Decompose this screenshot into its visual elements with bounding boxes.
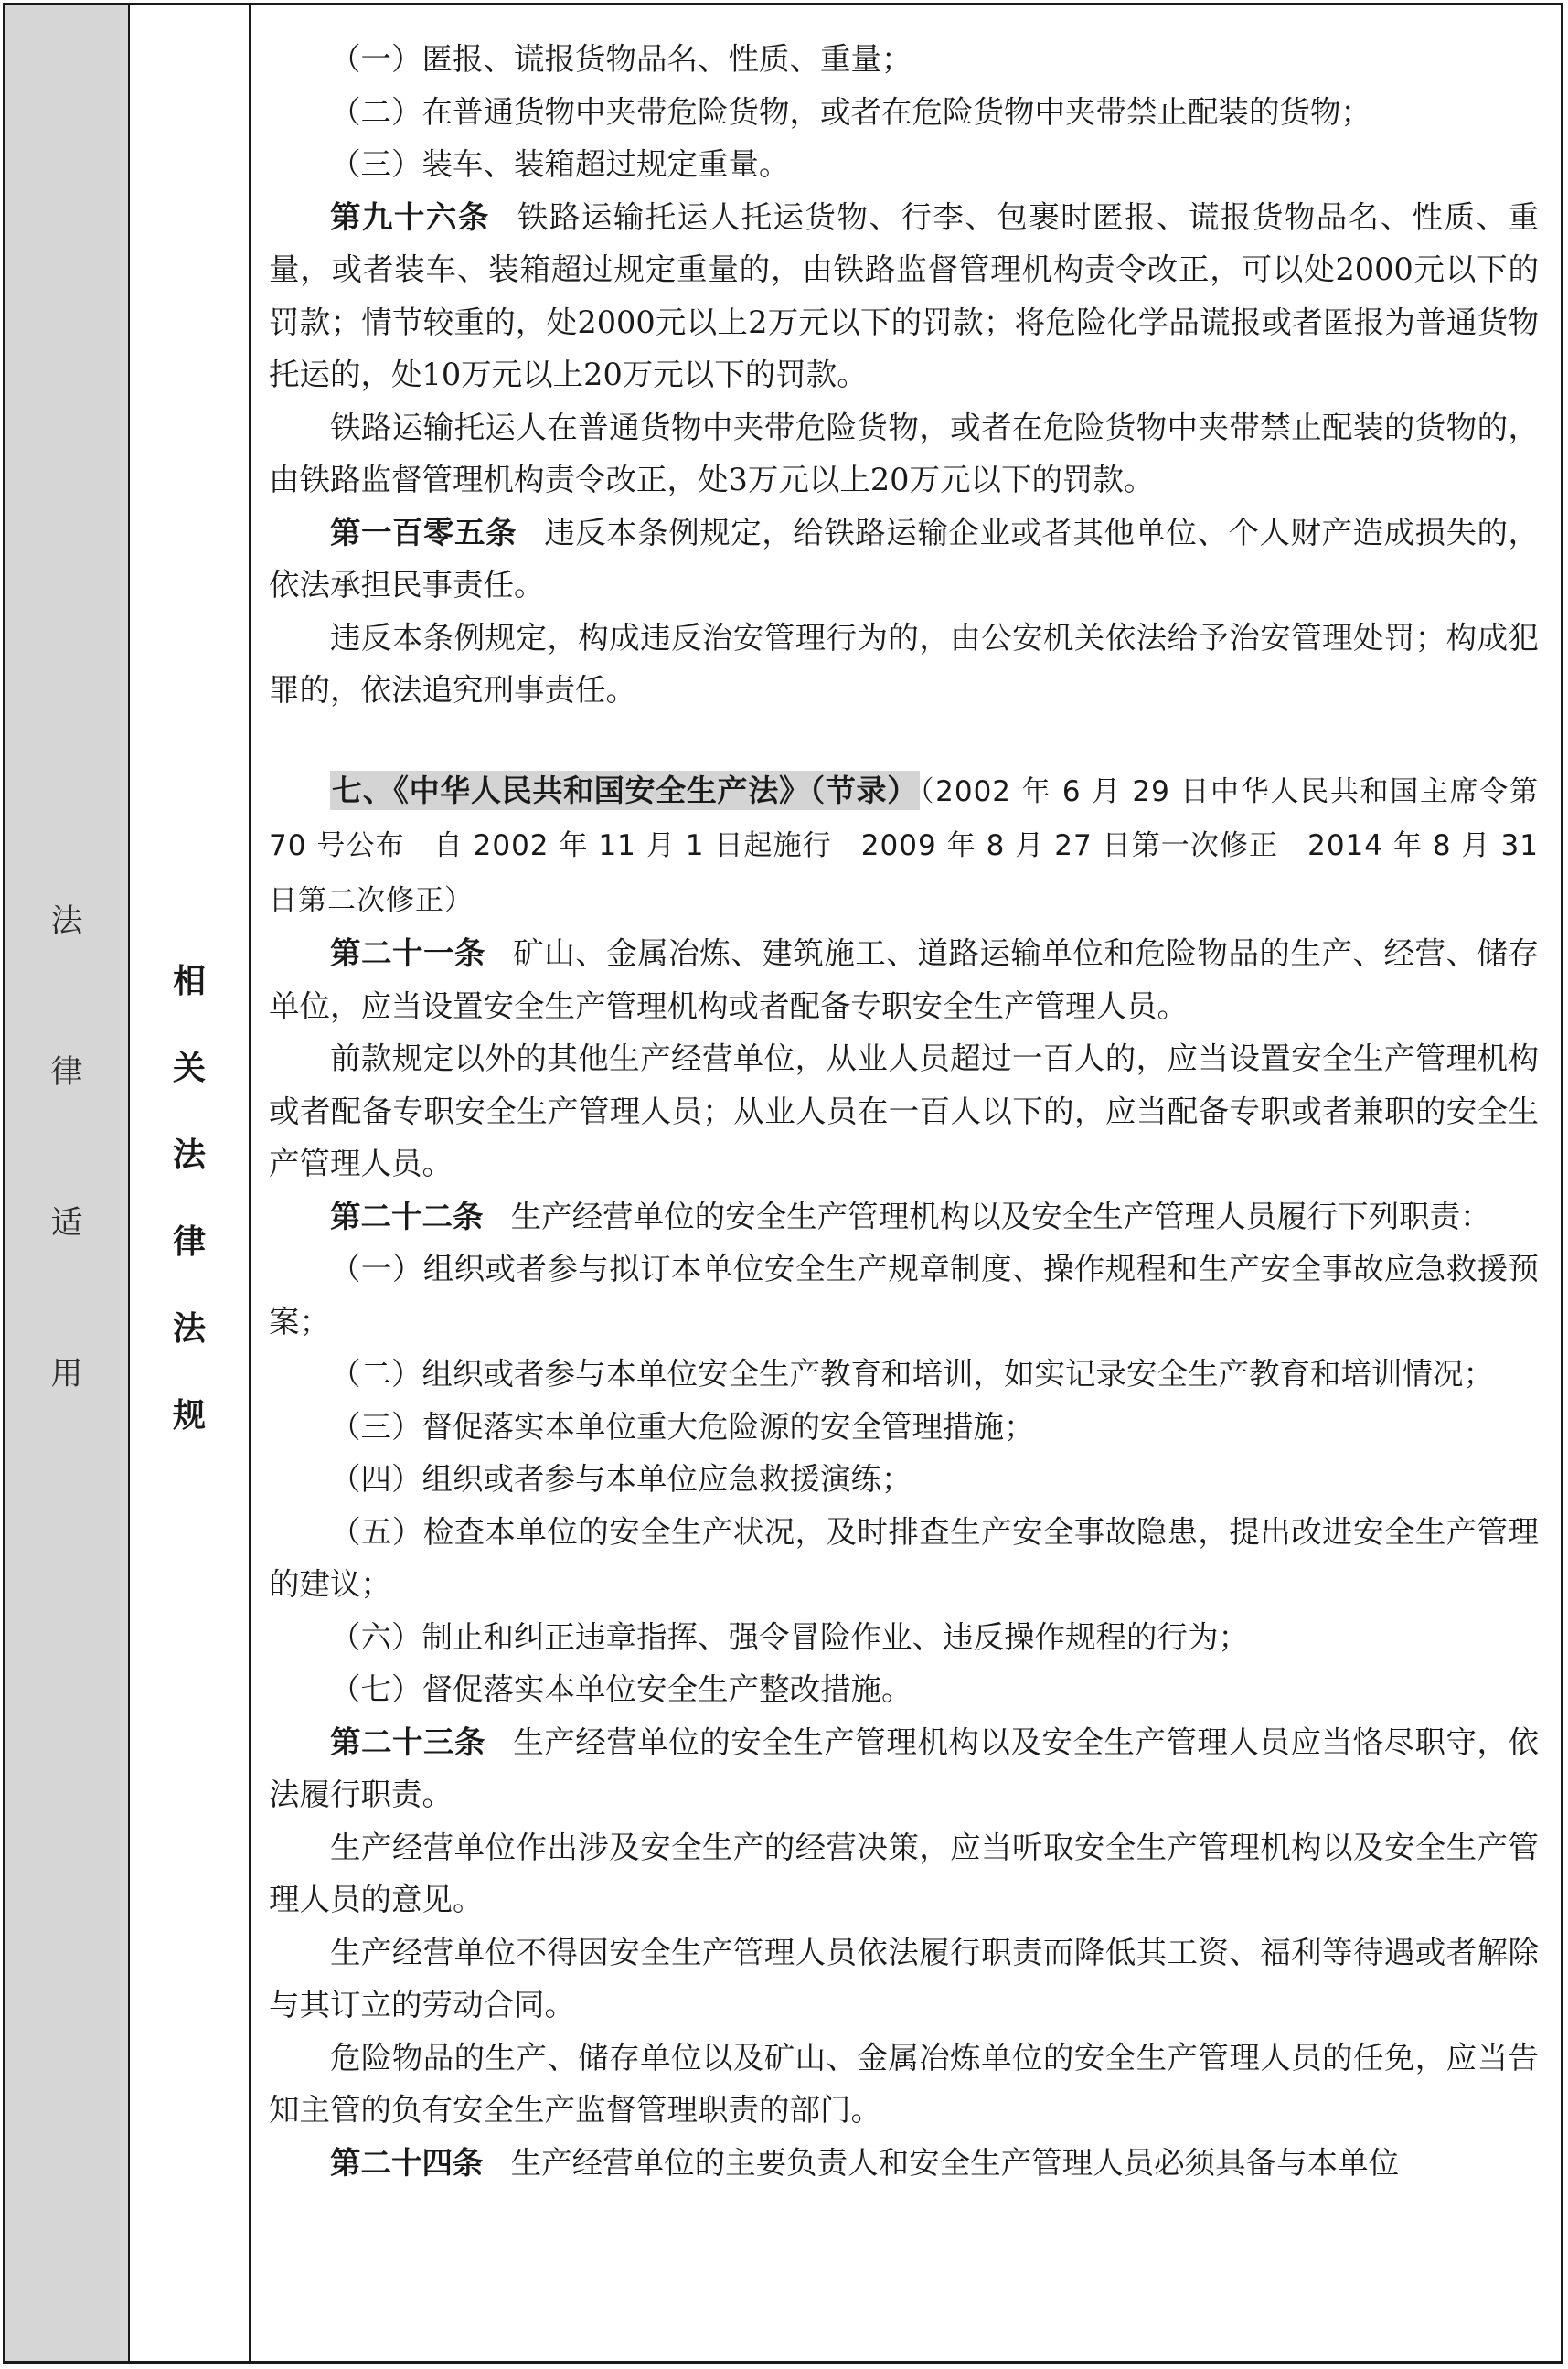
article-22 (269, 1190, 1539, 1243)
paragraph: （二）在普通货物中夹带危险货物，或者在危险货物中夹带禁止配装的货物； (330, 93, 1371, 130)
list-item: （五）检查本单位的安全生产状况，及时排查生产安全事故隐患，提出改进安全生产管理的建议； (269, 1513, 1539, 1602)
article-text: 矿山、金属冶炼、建筑施工、道路运输单位和危险物品的生产、经营、储存单位，应当设置安全生产管理机构或者配备专职安全生产管理人员。 (269, 935, 1540, 1024)
article-text: 生产经营单位的安全生产管理机构以及安全生产管理人员应当恪尽职守，依法履行职责。 (269, 1723, 1540, 1812)
article-text: 生产经营单位的主要负责人和安全生产管理人员必须具备与本单位 (510, 2144, 1400, 2181)
article-96 (269, 191, 1539, 401)
article-text: 铁路运输托运人托运货物、行李、包裹时匿报、谎报货物品名、性质、重量，或者装车、装箱超过规定重量的，由铁路监督管理机构责令改正，可以处2000元以下的罚款；情节较重的，处2000元以上2万元以下的罚款；将危险化学品谎报或者匿报为普通货物托运的，处10万元以上20万元以下的罚款。 (269, 198, 1540, 392)
paragraph: 生产经营单位不得因安全生产管理人员依法履行职责而降低其工资、福利等待遇或者解除与其订立的劳动合同。 (269, 1934, 1539, 2022)
list-item: （一）组织或者参与拟订本单位安全生产规章制度、操作规程和生产安全事故应急救援预案； (269, 1251, 1539, 1339)
article-21 (269, 927, 1539, 1032)
section-meta: （2002 年 6 月 29 日中华人民共和国主席令第 70 号公布 自 2002 年 11 月 1 日起施行 2009 年 8 月 27 日第一次修正 2014 年 8 月 31 日第二次修正） (269, 774, 1539, 917)
paragraph: （一）匿报、谎报货物品名、性质、重量； (330, 41, 912, 77)
subcategory-char: 律 (172, 1222, 206, 1261)
subcategory-char: 规 (172, 1396, 206, 1435)
paragraph: （三）装车、装箱超过规定重量。 (330, 146, 790, 182)
category-label (5, 903, 128, 1510)
subcategory-label (130, 962, 249, 1486)
list-item: （三）督促落实本单位重大危险源的安全管理措施； (330, 1408, 1035, 1445)
category-char: 适 (50, 1205, 83, 1242)
paragraph: 生产经营单位作出涉及安全生产的经营决策，应当听取安全生产管理机构以及安全生产管理人员的意见。 (269, 1829, 1539, 1917)
category-char: 律 (50, 1054, 83, 1091)
article-text: 违反本条例规定，给铁路运输企业或者其他单位、个人财产造成损失的，依法承担民事责任。 (269, 514, 1540, 603)
list-item: （二）组织或者参与本单位安全生产教育和培训，如实记录安全生产教育和培训情况； (330, 1356, 1494, 1392)
paragraph: 前款规定以外的其他生产经营单位，从业人员超过一百人的，应当设置安全生产管理机构或者配备专职安全生产管理人员；从业人员在一百人以下的，应当配备专职或者兼职的安全生产管理人员。 (269, 1040, 1539, 1181)
category-column (5, 5, 130, 2361)
article-title: 第二十一条 (330, 935, 486, 971)
article-23 (269, 1716, 1539, 1821)
section-heading (269, 764, 1539, 928)
subcategory-char: 相 (172, 962, 206, 1000)
section-title: 七、《中华人民共和国安全生产法》（节录） (332, 772, 918, 808)
category-char: 用 (50, 1356, 83, 1393)
subcategory-char: 法 (172, 1136, 206, 1174)
list-item: （六）制止和纠正违章指挥、强令冒险作业、违反操作规程的行为； (330, 1618, 1249, 1655)
article-title: 第二十二条 (330, 1198, 484, 1234)
paragraph: 危险物品的生产、储存单位以及矿山、金属冶炼单位的安全生产管理人员的任免，应当告知主管的负有安全生产监督管理职责的部门。 (269, 2039, 1539, 2128)
content-column (251, 5, 1561, 2361)
paragraph: 铁路运输托运人在普通货物中夹带危险货物，或者在危险货物中夹带禁止配装的货物的，由铁路监督管理机构责令改正，处3万元以上20万元以下的罚款。 (269, 409, 1539, 497)
section-gap (269, 717, 1539, 764)
document-table (3, 3, 1563, 2364)
article-105 (269, 507, 1539, 612)
list-item: （七）督促落实本单位安全生产整改措施。 (330, 1671, 912, 1707)
list-item: （四）组织或者参与本单位应急救援演练； (330, 1461, 912, 1497)
paragraph: 违反本条例规定，构成违反治安管理行为的，由公安机关依法给予治安管理处罚；构成犯罪的，依法追究刑事责任。 (269, 619, 1539, 708)
subcategory-char: 法 (172, 1309, 206, 1348)
article-title: 第一百零五条 (330, 514, 517, 550)
article-text: 生产经营单位的安全生产管理机构以及安全生产管理人员履行下列职责： (510, 1198, 1491, 1234)
subcategory-column (130, 5, 251, 2361)
article-title: 第二十四条 (330, 2144, 484, 2181)
subcategory-char: 关 (172, 1049, 206, 1087)
article-title: 第九十六条 (330, 198, 490, 235)
article-24 (269, 2137, 1539, 2190)
category-char: 法 (50, 903, 83, 940)
article-title: 第二十三条 (330, 1723, 486, 1760)
